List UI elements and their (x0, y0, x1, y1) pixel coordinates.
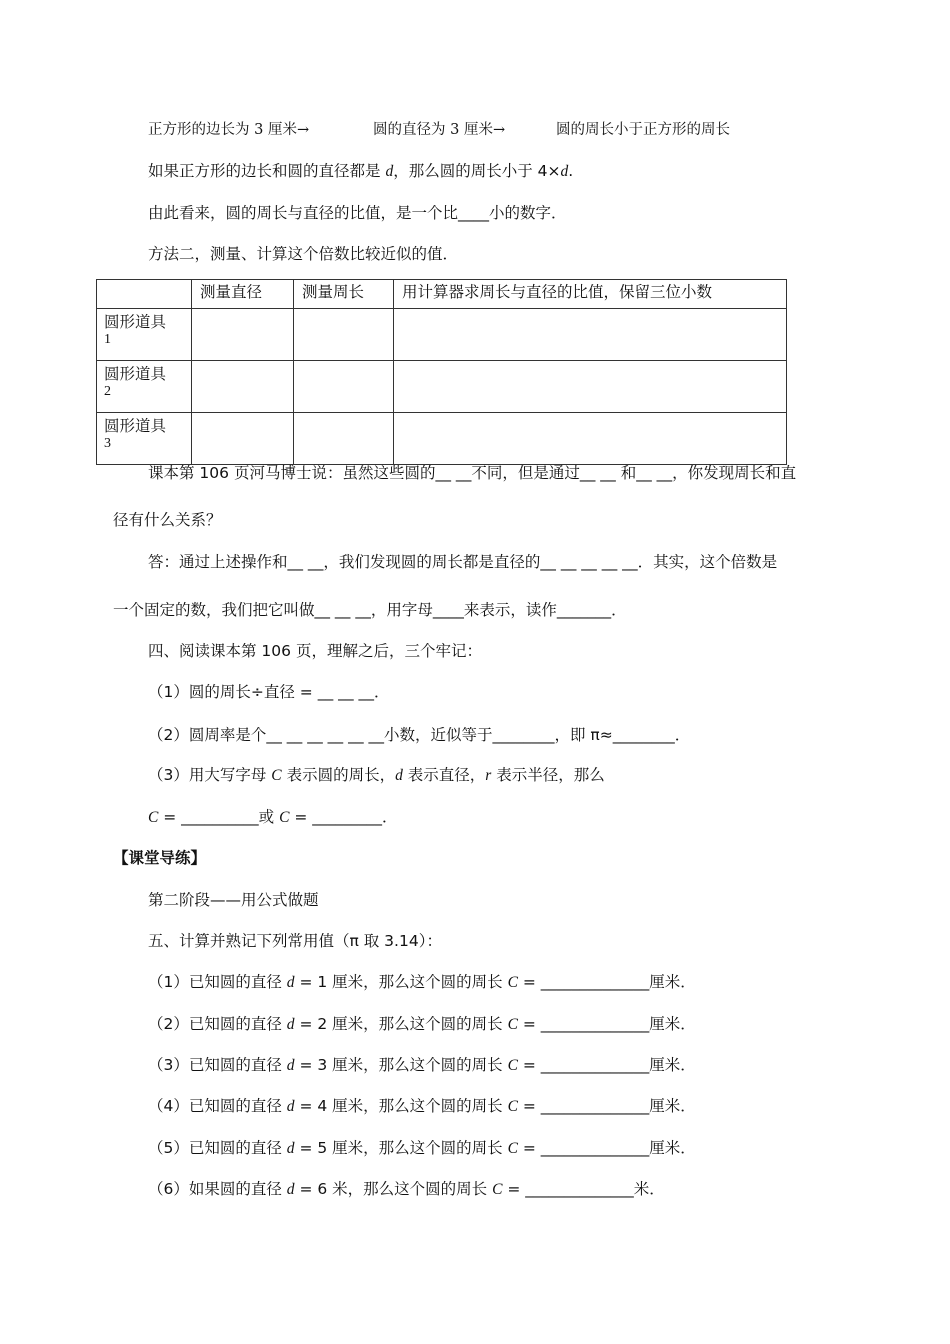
paragraph-ratio: 由此看来，圆的周长与直径的比值，是一个比____小的数字． (148, 204, 567, 222)
q-label: （6）如果圆的直径 (148, 1180, 287, 1198)
row-label-text: 圆形道具 (104, 365, 167, 383)
row-label-text: 圆形道具 (104, 417, 167, 435)
row-label (97, 309, 192, 361)
q-mid: = 3 厘米，那么这个圆的周长 (294, 1056, 508, 1074)
memo-3 (148, 765, 605, 786)
cell-ratio[interactable] (394, 309, 787, 361)
q-answer-blank[interactable]: = ______________厘米． (517, 1097, 696, 1115)
var-C: C (148, 809, 159, 826)
row-label-num: 2 (104, 384, 111, 399)
paragraph-section-four: 四、阅读课本第 106 页，理解之后，三个牢记： (148, 642, 482, 660)
cell-ratio[interactable] (394, 361, 787, 413)
var-d: d (286, 1057, 295, 1074)
question-item (148, 1055, 696, 1076)
q-label: （1）已知圆的直径 (148, 973, 287, 991)
m4-post: = _________． (289, 808, 398, 826)
paragraph-answer-cont: 一个固定的数，我们把它叫做__ __ __，用字母____来表示，读作_______． (113, 601, 627, 619)
q-answer-blank[interactable]: = ______________厘米． (517, 1139, 696, 1157)
q-answer-blank[interactable]: = ______________米． (502, 1180, 665, 1198)
paragraph-d-comparison (148, 161, 573, 182)
table-row (97, 413, 787, 465)
var-C: C (271, 767, 282, 784)
var-r: r (485, 767, 492, 784)
table-header-diameter: 测量直径 (192, 280, 294, 309)
var-d: d (395, 767, 403, 784)
p1-end: . (568, 162, 574, 180)
p1-pre: 如果正方形的边长和圆的直径都是 (148, 162, 386, 180)
var-C: C (507, 1016, 518, 1033)
paragraph-answer: 答：通过上述操作和__ __，我们发现圆的周长都是直径的__ __ __ __ __．其实，这个倍数是 (148, 553, 778, 571)
memo-1: （1）圆的周长÷直径 = __ __ __． (148, 683, 390, 701)
q-answer-blank[interactable]: = ______________厘米． (517, 1015, 696, 1033)
question-item (148, 1096, 696, 1117)
table-row (97, 361, 787, 413)
var-C: C (492, 1181, 503, 1198)
var-C-2: C (279, 809, 290, 826)
m3-pre: （3）用大写字母 (148, 766, 272, 784)
q-label: （3）已知圆的直径 (148, 1056, 287, 1074)
cell-diameter[interactable] (192, 413, 294, 465)
cell-circumference[interactable] (294, 413, 394, 465)
q-mid: = 2 厘米，那么这个圆的周长 (294, 1015, 508, 1033)
paragraph-method-two: 方法二，测量、计算这个倍数比较近似的值． (148, 245, 459, 263)
q-mid: = 4 厘米，那么这个圆的周长 (294, 1097, 508, 1115)
var-d: d (286, 1140, 295, 1157)
var-C: C (507, 1057, 518, 1074)
var-C: C (507, 974, 518, 991)
var-d: d (286, 1016, 295, 1033)
measurement-table (96, 279, 787, 465)
var-d: d (385, 163, 394, 180)
cell-ratio[interactable] (394, 413, 787, 465)
table-header-ratio: 用计算器求周长与直径的比值，保留三位小数 (394, 280, 787, 309)
row-label-num: 3 (104, 436, 111, 451)
question-title: 五、计算并熟记下列常用值（π 取 3.14）： (148, 932, 442, 950)
table-header-circumference: 测量周长 (294, 280, 394, 309)
m3-mid1: 表示圆的周长， (281, 766, 396, 784)
cell-diameter[interactable] (192, 361, 294, 413)
q-mid: = 6 米，那么这个圆的周长 (294, 1180, 493, 1198)
stage-title: 第二阶段——用公式做题 (148, 891, 319, 909)
var-C: C (507, 1140, 518, 1157)
m4-mid: = __________或 (158, 808, 280, 826)
q-label: （2）已知圆的直径 (148, 1015, 287, 1033)
paragraph-hippo-doctor-cont: 径有什么关系？ (113, 511, 222, 529)
var-d: d (286, 1098, 295, 1115)
var-d: d (286, 974, 295, 991)
paragraph-hippo-doctor: 课本第 106 页河马博士说：虽然这些圆的__ __不同，但是通过__ __ 和__ __，你发现周长和直 (148, 464, 797, 482)
question-item (148, 1138, 696, 1159)
text-square-side: 正方形的边长为 3 厘米→ (148, 122, 310, 138)
row-label (97, 361, 192, 413)
row-label-num: 1 (104, 332, 111, 347)
p1-post: ，那么圆的周长小于 4× (393, 162, 561, 180)
text-circumference-compare: 圆的周长小于正方形的周长 (556, 122, 730, 138)
m3-post: 表示半径，那么 (491, 766, 605, 784)
var-d: d (286, 1181, 295, 1198)
q-answer-blank[interactable]: = ______________厘米． (517, 1056, 696, 1074)
q-mid: = 5 厘米，那么这个圆的周长 (294, 1139, 508, 1157)
section-heading: 【课堂导练】 (113, 849, 207, 867)
question-item (148, 972, 696, 993)
q-answer-blank[interactable]: = ______________厘米． (517, 973, 696, 991)
table-header-empty (97, 280, 192, 309)
q-label: （5）已知圆的直径 (148, 1139, 287, 1157)
q-label: （4）已知圆的直径 (148, 1097, 287, 1115)
q-mid: = 1 厘米，那么这个圆的周长 (294, 973, 508, 991)
table-row (97, 309, 787, 361)
question-item (148, 1179, 665, 1200)
row-label (97, 413, 192, 465)
cell-circumference[interactable] (294, 361, 394, 413)
cell-circumference[interactable] (294, 309, 394, 361)
var-C: C (507, 1098, 518, 1115)
var-d-2: d (560, 163, 569, 180)
question-item (148, 1014, 696, 1035)
text-circle-diameter: 圆的直径为 3 厘米→ (373, 122, 506, 138)
m3-mid2: 表示直径， (402, 766, 486, 784)
cell-diameter[interactable] (192, 309, 294, 361)
row-label-text: 圆形道具 (104, 313, 167, 331)
memo-formula (148, 807, 398, 828)
table-header-row (97, 280, 787, 309)
memo-2: （2）圆周率是个__ __ __ __ __ __小数，近似等于________，即 π≈________． (148, 726, 691, 744)
